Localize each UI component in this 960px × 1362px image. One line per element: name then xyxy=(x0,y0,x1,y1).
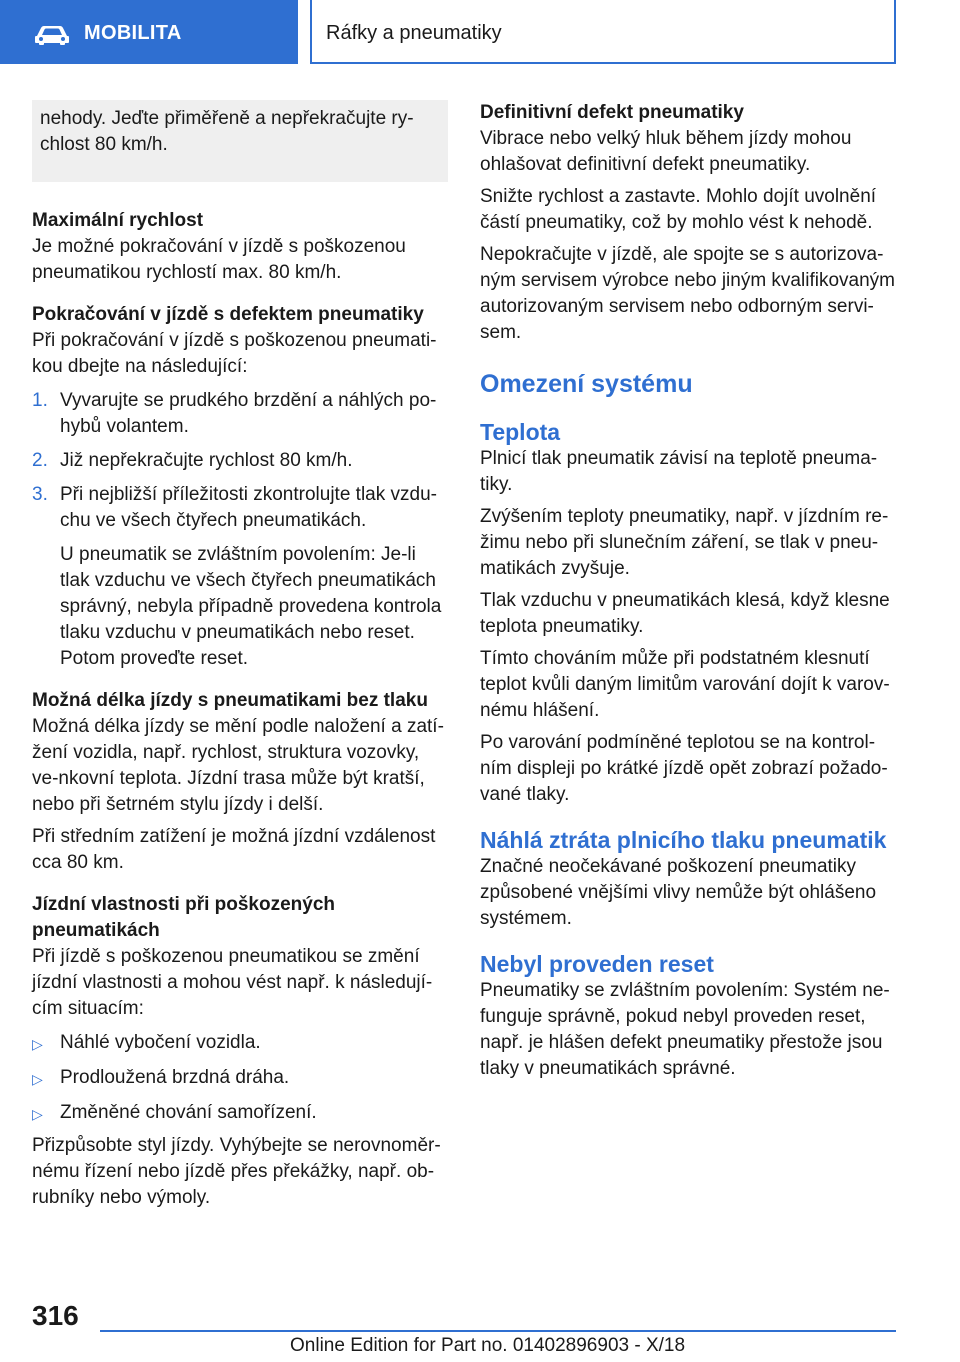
list-item-text: Náhlé vybočení vozidla. xyxy=(60,1032,261,1053)
reset-heading: Nebyl proveden reset xyxy=(480,951,714,977)
triangle-bullet-icon: ▷ xyxy=(32,1036,43,1052)
triangle-bullet-icon: ▷ xyxy=(32,1106,43,1122)
right-column xyxy=(480,100,900,1082)
range-text-2: Při středním zatížení je možná jízdní vzdálenost cca 80 km. xyxy=(32,826,436,873)
section-label: MOBILITA xyxy=(84,22,182,44)
list-item xyxy=(32,1030,448,1057)
step-number: 2. xyxy=(32,450,48,471)
handling-heading: Jízdní vlastnosti při poškozených pneumatikách xyxy=(32,894,336,941)
edition-text: Online Edition for Part no. 01402896903 - X/18 xyxy=(290,1335,686,1356)
step-text: Při nejbližší příležitosti zkontrolujte tlak vzdu‐chu ve všech čtyřech pneumatikách. xyxy=(60,484,437,531)
defect-text-1: Vibrace nebo velký hluk během jízdy mohou ohlašovat definitivní defekt pneumatiky. xyxy=(480,128,852,175)
system-limits-heading: Omezení systému xyxy=(480,370,693,398)
footer-divider xyxy=(100,1330,896,1332)
warning-box xyxy=(32,100,448,182)
step-text: Vyvarujte se prudkého brzdění a náhlých po‐hybů volantem. xyxy=(60,390,437,437)
step-number: 3. xyxy=(32,484,48,505)
chapter-header xyxy=(310,0,896,64)
list-item-text: Změněné chování samořízení. xyxy=(60,1102,317,1123)
step-text: Již nepřekračujte rychlost 80 km/h. xyxy=(60,450,353,471)
range-heading: Možná délka jízdy s pneumatikami bez tlaku xyxy=(32,690,428,711)
continue-heading: Pokračování v jízdě s defektem pneumatiky xyxy=(32,304,424,325)
pressure-loss-text: Značné neočekávané poškození pneumatiky způsobené vnějšími vlivy nemůže být ohlášeno systémem. xyxy=(480,856,877,929)
warning-text: nehody. Jeďte přiměřeně a nepřekračujte ry‐chlost 80 km/h. xyxy=(40,108,414,155)
max-speed-text: Je možné pokračování v jízdě s poškozenou pneumatikou rychlostí max. 80 km/h. xyxy=(32,236,406,283)
max-speed-heading: Maximální rychlost xyxy=(32,210,204,231)
handling-text: Při jízdě s poškozenou pneumatikou se změní jízdní vlastnosti a mohou vést např. k následují‐cím situacím: xyxy=(32,946,433,1019)
pressure-loss-heading: Náhlá ztráta plnicího tlaku pneumatik xyxy=(480,827,887,853)
step-number: 1. xyxy=(32,390,48,411)
triangle-bullet-icon: ▷ xyxy=(32,1071,43,1087)
list-item xyxy=(32,1100,448,1127)
step-item xyxy=(32,482,448,534)
reset-text: Pneumatiky se zvláštním povolením: Systém ne‐funguje správně, pokud nebyl proveden reset, např. je hlášen defekt pneumatiky přestože jsou tlaky v pneumatikách správné. xyxy=(480,980,890,1079)
page-number: 316 xyxy=(32,1300,79,1331)
defect-text-3: Nepokračujte v jízdě, ale spojte se s autorizova‐ným servisem výrobce nebo jiným kvalifikovaným autorizovaným servisem nebo odborným servi‐sem. xyxy=(480,244,895,343)
section-tab xyxy=(0,0,298,64)
step-item xyxy=(32,448,448,474)
temperature-text-2: Zvýšením teploty pneumatiky, např. v jízdním re‐žimu nebo při slunečním záření, se tlak v pneu‐matikách zvyšuje. xyxy=(480,506,889,579)
defect-text-2: Snižte rychlost a zastavte. Mohlo dojít uvolnění částí pneumatiky, což by mohlo vést k nehodě. xyxy=(480,186,877,233)
temperature-text-4: Tímto chováním může při podstatném klesnutí teplot kvůli daným limitům varování dojít k varov‐nému hlášení. xyxy=(480,648,890,721)
list-item xyxy=(32,1065,448,1092)
temperature-text-3: Tlak vzduchu v pneumatikách klesá, když klesne teplota pneumatiky. xyxy=(480,590,890,637)
defect-heading: Definitivní defekt pneumatiky xyxy=(480,102,744,123)
temperature-text-5: Po varování podmíněné teplotou se na kontrol‐ním displeji po krátké jízdě opět zobrazí požado‐vané tlaky. xyxy=(480,732,888,805)
range-text: Možná délka jízdy se mění podle naložení a zatí‐žení vozidla, např. rychlost, struktura vozovky, ve‐nkovní teplota. Jízdní trasa může být kratší, nebo při šetrném stylu jízdy i delší. xyxy=(32,716,444,815)
list-item-text: Prodloužená brzdná dráha. xyxy=(60,1067,290,1088)
step-item xyxy=(32,388,448,440)
chapter-title: Ráfky a pneumatiky xyxy=(326,22,502,44)
handling-end-text: Přizpůsobte styl jízdy. Vyhýbejte se nerovnoměr‐nému řízení nebo jízdě přes překážky, např. ob‐rubníky nebo výmoly. xyxy=(32,1135,441,1208)
continue-text: Při pokračování v jízdě s poškozenou pneumati‐kou dbejte na následující: xyxy=(32,330,437,377)
step-note: U pneumatik se zvláštním povolením: Je-li tlak vzduchu ve všech čtyřech pneumatikách správný, nebyla případně provedena kontrola tlaku vzduchu v pneumatikách nebo reset. Potom proveďte reset. xyxy=(60,544,442,669)
temperature-text-1: Plnicí tlak pneumatik závisí na teplotě pneuma‐tiky. xyxy=(480,448,878,495)
temperature-heading: Teplota xyxy=(480,419,561,445)
car-icon xyxy=(34,25,70,45)
left-column xyxy=(32,100,448,1211)
